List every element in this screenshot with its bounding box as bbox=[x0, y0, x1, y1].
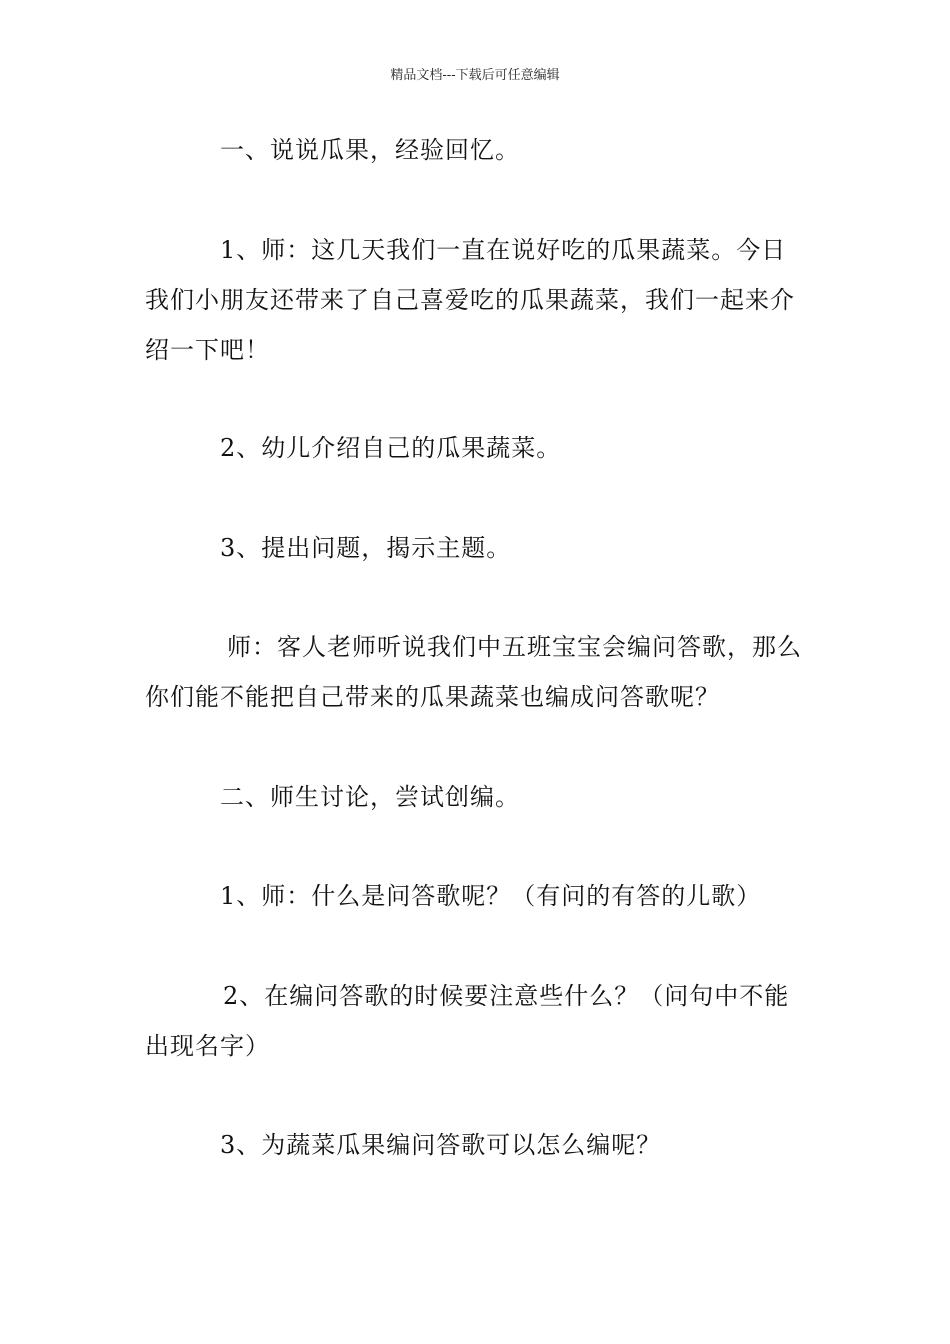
paragraph-discussion-3: 3、为蔬菜瓜果编问答歌可以怎么编呢？ bbox=[220, 1131, 662, 1159]
section-heading-1: 一、说说瓜果，经验回忆。 bbox=[220, 136, 520, 164]
paragraph-discussion-2: 2、在编问答歌的时候要注意些什么？（问句中不能出现名字） bbox=[145, 982, 790, 1060]
page-header: 精品文档---下载后可任意编辑 bbox=[390, 68, 560, 83]
paragraph-step-3: 3、提出问题，揭示主题。 bbox=[220, 534, 512, 562]
paragraph-discussion-1: 1、师：什么是问答歌呢？（有问的有答的儿歌） bbox=[220, 882, 762, 910]
paragraph-teacher-question: 师：客人老师听说我们中五班宝宝会编问答歌，那么你们能不能把自己带来的瓜果蔬菜也编成问答歌呢？ bbox=[145, 633, 802, 711]
section-heading-2: 二、师生讨论，尝试创编。 bbox=[220, 783, 520, 811]
paragraph-intro: 1、师：这几天我们一直在说好吃的瓜果蔬菜。今日我们小朋友还带来了自己喜爱吃的瓜果蔬菜，我们一起来介绍一下吧！ bbox=[145, 236, 795, 364]
paragraph-step-2: 2、幼儿介绍自己的瓜果蔬菜。 bbox=[220, 434, 562, 462]
